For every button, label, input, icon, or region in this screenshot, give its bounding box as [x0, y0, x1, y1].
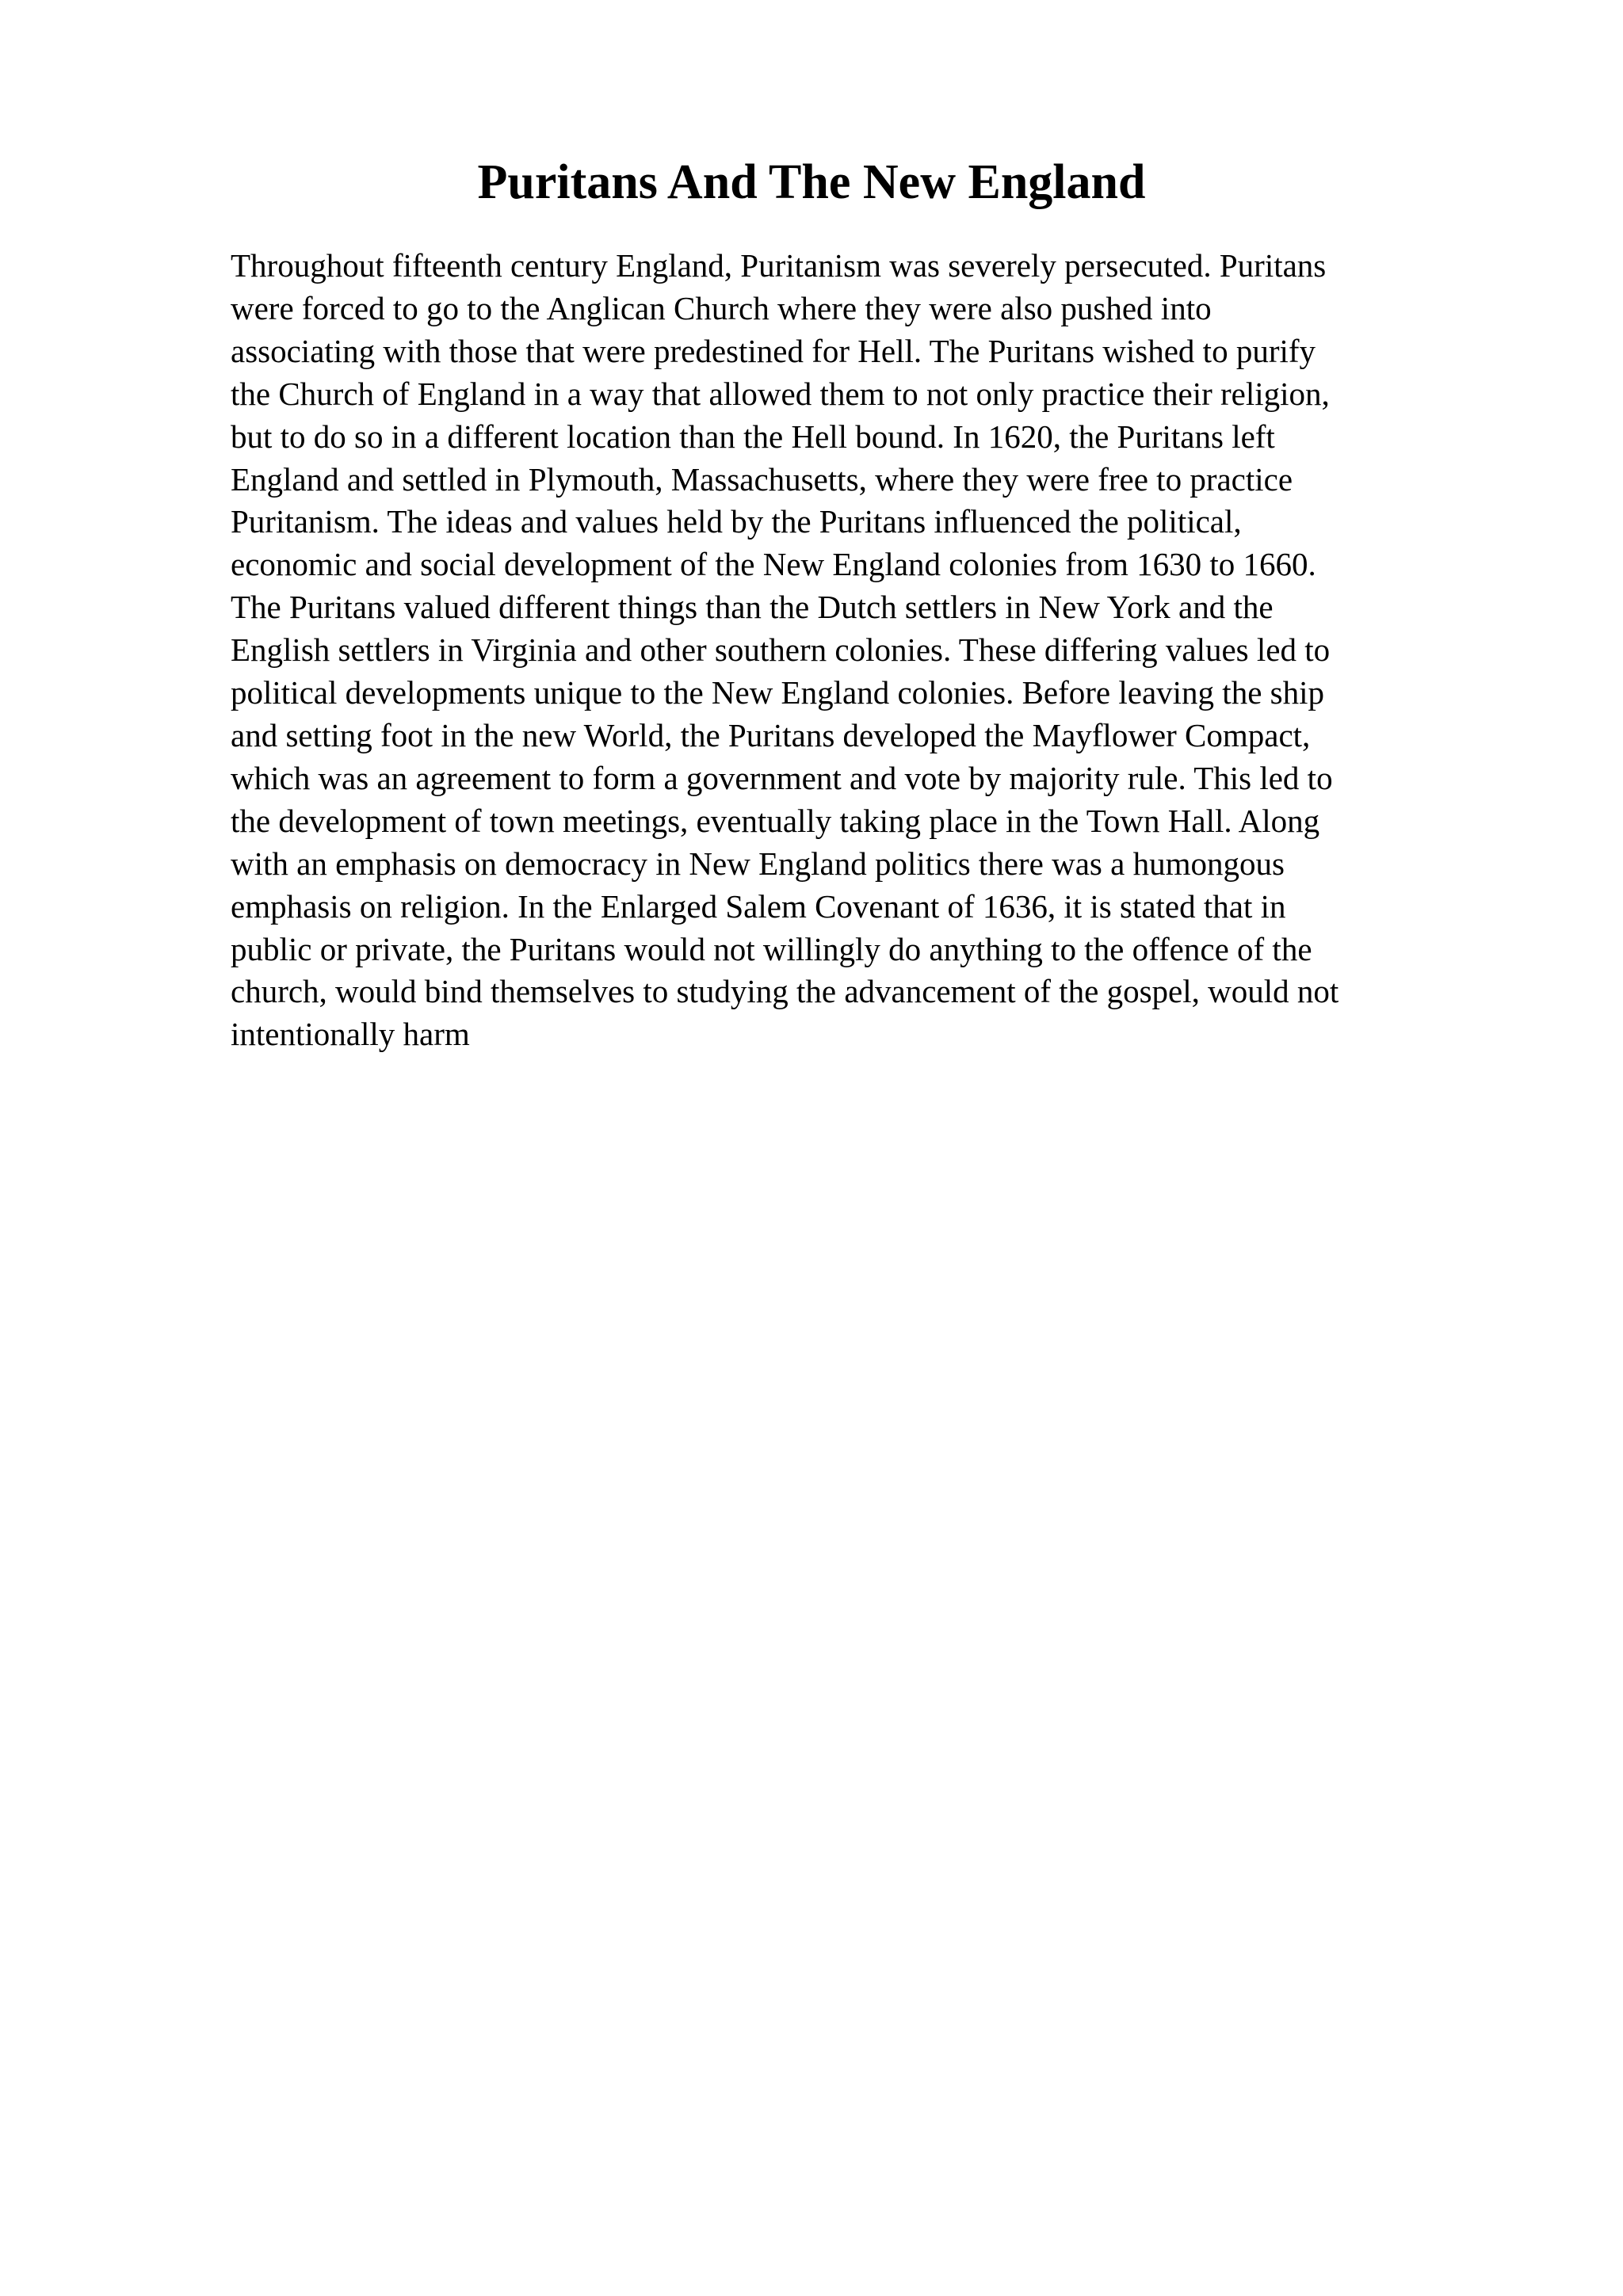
text-line: intentionally harm: [231, 1016, 470, 1053]
text-line: church, would bind themselves to studying the advancement of the gospel, would not: [231, 973, 1339, 1010]
text-line: but to do so in a different location than the Hell bound. In 1620, the Puritans left: [231, 418, 1275, 455]
text-line: were forced to go to the Anglican Church where they were also pushed into: [231, 289, 1212, 326]
text-line: the development of town meetings, eventually taking place in the Town Hall. Along: [231, 802, 1320, 839]
text-line: English settlers in Virginia and other southern colonies. These differing values led to: [231, 631, 1331, 669]
text-line: economic and social development of the New England colonies from 1630 to 1660.: [231, 546, 1316, 583]
text-line: Throughout fifteenth century England, Puritanism was severely persecuted. Puritans: [231, 247, 1327, 284]
text-line: which was an agreement to form a government and vote by majority rule. This led to: [231, 759, 1333, 796]
text-line: Puritanism. The ideas and values held by the Puritans influenced the political,: [231, 503, 1242, 540]
document-title: Puritans And The New England: [477, 155, 1146, 209]
text-line: associating with those that were predestined for Hell. The Puritans wished to purify: [231, 332, 1316, 369]
text-line: emphasis on religion. In the Enlarged Salem Covenant of 1636, it is stated that in: [231, 887, 1286, 925]
text-line: The Puritans valued different things than the Dutch settlers in New York and the: [231, 589, 1274, 626]
text-line: political developments unique to the New England colonies. Before leaving the ship: [231, 674, 1324, 711]
text-line: public or private, the Puritans would not willingly do anything to the offence of the: [231, 930, 1312, 967]
text-line: with an emphasis on democracy in New England politics there was a humongous: [231, 845, 1285, 882]
text-line: England and settled in Plymouth, Massachusetts, where they were free to practice: [231, 460, 1293, 498]
body-paragraph: [231, 245, 1499, 1056]
text-line: and setting foot in the new World, the Puritans developed the Mayflower Compact,: [231, 716, 1311, 753]
text-line: the Church of England in a way that allowed them to not only practice their religion,: [231, 375, 1330, 412]
